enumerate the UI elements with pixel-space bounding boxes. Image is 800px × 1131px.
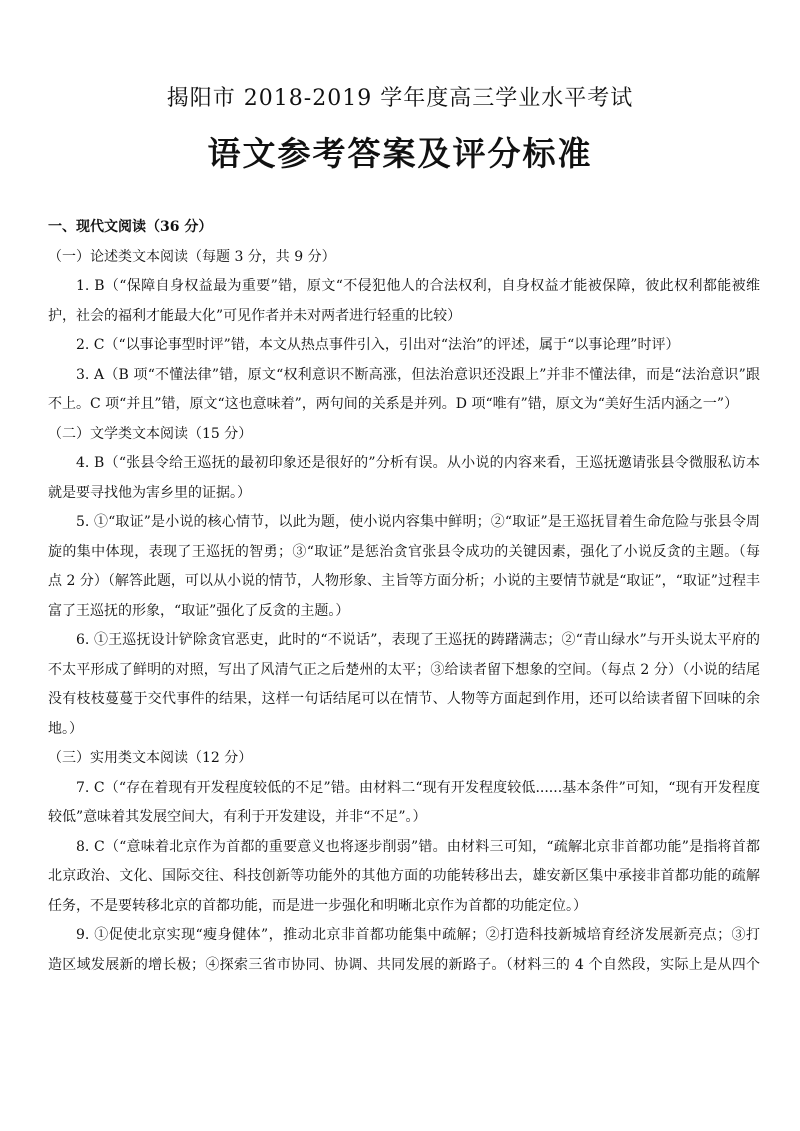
answer-content [48,213,760,980]
answer-line: 6. ①王巡抚设计铲除贪官恶吏，此时的“不说话”，表现了王巡抚的踌躇满志；②“青山绿水”与开头说太平府的 [76,632,760,648]
answer-line: 5. ①“取证”是小说的核心情节，以此为题，使小说内容集中鲜明；②“取证”是王巡抚冒着生命危险与张县令周 [76,514,760,530]
document-title: 语文参考答案及评分标准 [207,134,593,173]
answer-line: 任务，不是要转移北京的首都功能，而是进一步强化和明晰北京作为首都的功能定位。） [48,897,587,914]
answer-line: 就是要寻找他为害乡里的证据。） [48,484,251,501]
answer-line: 3. A（B 项“不懂法律”错，原文“权利意识不断高涨，但法治意识还没跟上”并非不懂法律，而是“法治意识”跟 [76,366,760,383]
answer-line: 富了王巡抚的形象，“取证”强化了反贪的主题。） [48,602,350,619]
answer-line: 9. ①促使北京实现“瘦身健体”，推动北京非首都功能集中疏解；②打造科技新城培育经济发展新亮点；③打 [76,927,760,943]
answer-line: 造区域发展新的增长极；④探索三省市协同、协调、共同发展的新路子。（材料三的 4 个自然段，实际上是从四个 [48,956,760,973]
answer-line: 较低”意味着其发展空间大，有利于开发建设，并非“不足”。） [48,809,427,825]
answer-line: 北京政治、文化、国际交往、科技创新等功能外的其他方面的功能转移出去，雄安新区集中承接非首都功能的疏解 [48,868,760,884]
answer-line: 没有枝枝蔓蔓于交代事件的结果，这样一句话结尾可以在情节、人物等方面起到作用，还可以给读者留下回味的余 [48,691,760,707]
section-heading: 一、现代文阅读（36 分） [48,219,213,235]
answer-line: 7. C（“存在着现有开发程度较低的不足”错。由材料二“现有开发程度较低......基本条件”可知，“现有开发程度 [76,779,760,796]
answer-line: 2. C（“以事论事型时评”错，本文从热点事件引入，引出对“法治”的评述，属于“以事论理”时评） [76,337,680,353]
answer-line: 4. B（“张县令给王巡抚的最初印象还是很好的”分析有误。从小说的内容来看，王巡抚邀请张县令微服私访本 [76,455,760,471]
answer-line: 地。） [48,720,83,737]
subsection-heading: （一）论述类文本阅读（每题 3 分，共 9 分） [48,248,336,265]
answer-line: 1. B（“保障自身权益最为重要”错，原文“不侵犯他人的合法权利，自身权益才能被保障，彼此权利都能被维 [76,278,760,294]
answer-line: 旋的集中体现，表现了王巡抚的智勇；③“取证”是惩治贪官张县令成功的关键因素，强化了小说反贪的主题。（每 [48,543,760,560]
subsection-heading: （二）文学类文本阅读（15 分） [48,425,253,442]
answer-line: 点 2 分）（解答此题，可以从小说的情节，人物形象、主旨等方面分析；小说的主要情节就是“取证”，“取证”过程丰 [48,573,760,589]
exam-title: 揭阳市 2018-2019 学年度高三学业水平考试 [166,86,634,111]
subsection-heading: （三）实用类文本阅读（12 分） [48,750,253,766]
answer-line: 不太平形成了鲜明的对照，写出了风清气正之后楚州的太平；③给读者留下想象的空间。（每点 2 分）（小说的结尾 [48,661,760,678]
answer-line: 不上。C 项“并且”错，原文“这也意味着”，两句间的关系是并列。D 项“唯有”错，原文为“美好生活内涵之一”） [48,396,739,412]
answer-line: 护，社会的福利才能最大化”可见作者并未对两者进行轻重的比较） [48,307,462,324]
answer-line: 8. C（“意味着北京作为首都的重要意义也将逐步削弱”错。由材料三可知，“疏解北京非首都功能”是指将首都 [76,838,760,855]
